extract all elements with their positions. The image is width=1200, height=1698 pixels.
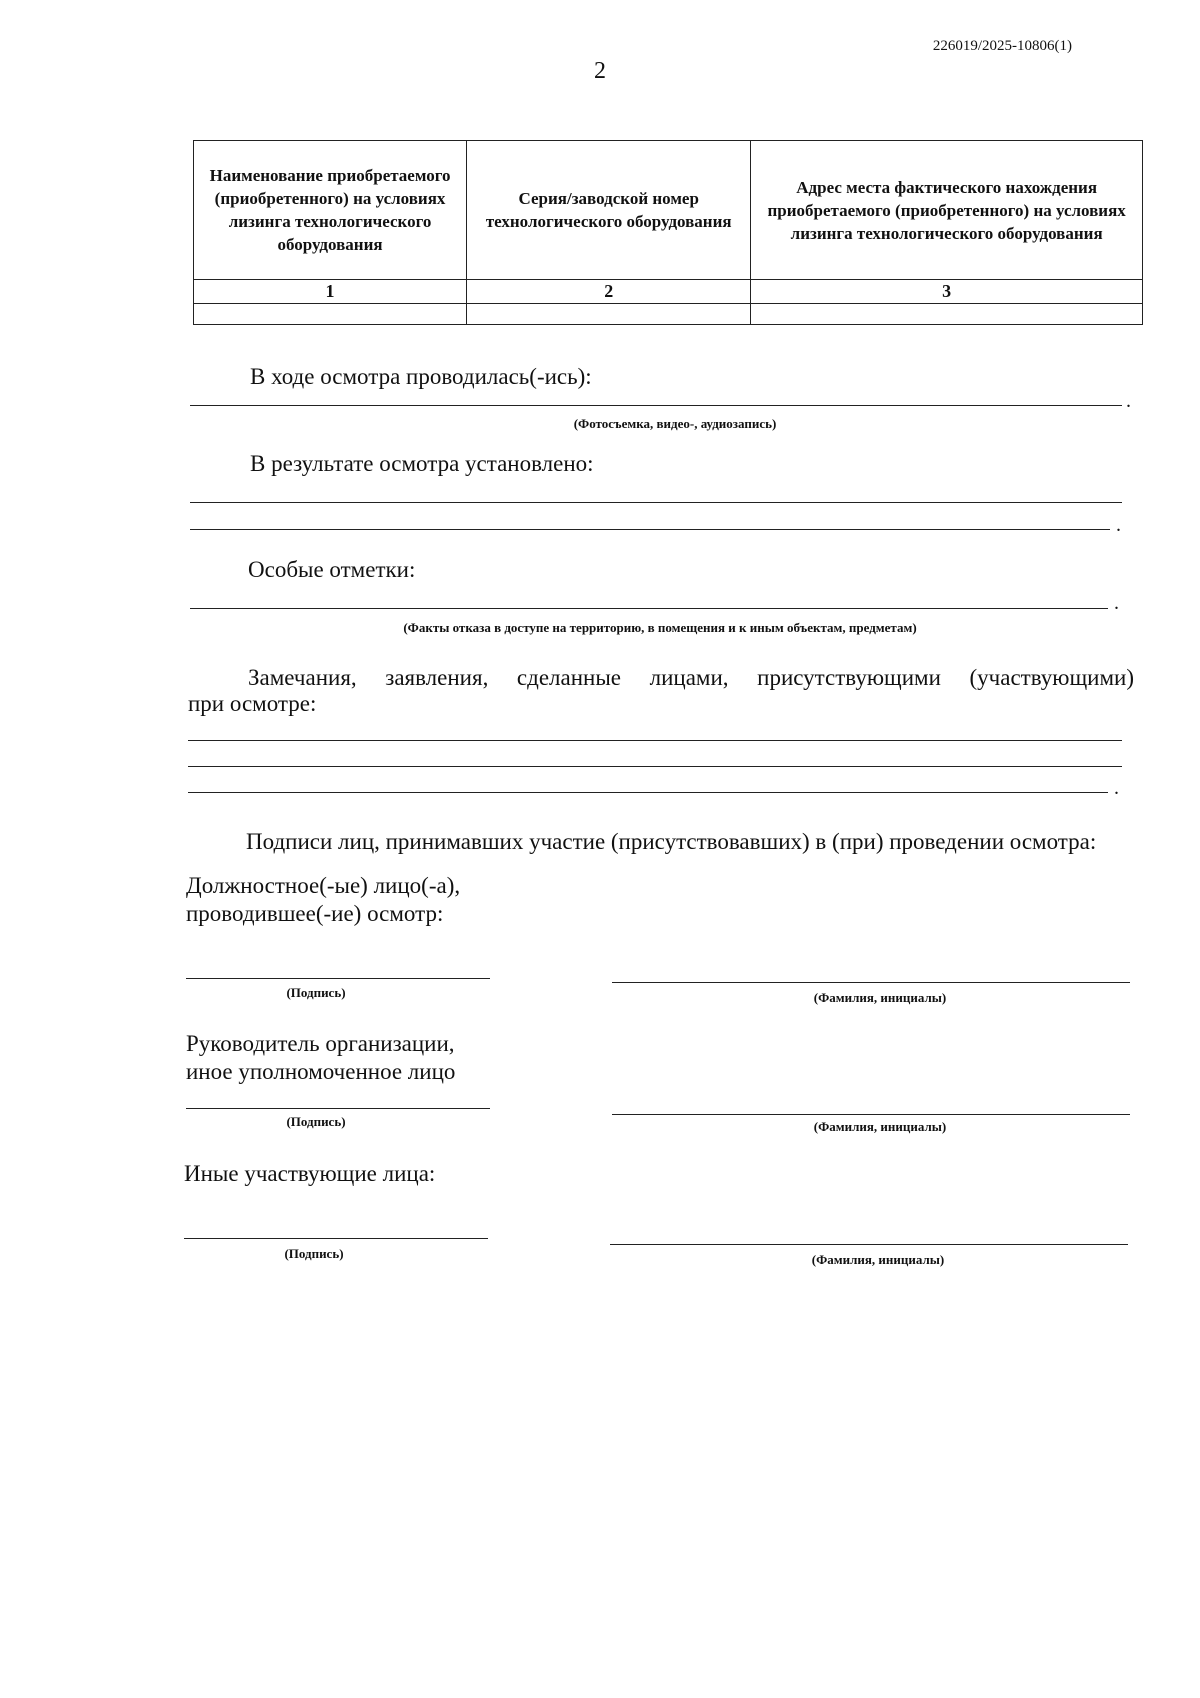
remarks-line-2[interactable] <box>188 766 1122 767</box>
official-name-caption: (Фамилия, инициалы) <box>813 990 947 1005</box>
other-signature-line[interactable] <box>184 1238 488 1239</box>
remarks-label-line2: при осмотре: <box>188 691 317 716</box>
head-signature-line[interactable] <box>186 1108 490 1109</box>
table-row <box>194 304 1143 325</box>
table-column-number: 2 <box>467 280 751 304</box>
table-header-row <box>194 141 1143 280</box>
special-notes-caption: (Факты отказа в доступе на территорию, в помещения и к иным объектам, предметам) <box>403 620 917 635</box>
official-name-line[interactable] <box>612 982 1130 983</box>
head-role-line1: Руководитель организации, <box>186 1031 455 1056</box>
other-name-line[interactable] <box>610 1244 1128 1245</box>
head-signature-caption: (Подпись) <box>286 1114 346 1129</box>
signatures-intro: Подписи лиц, принимавших участие (присутствовавших) в (при) проведении осмотра: <box>246 829 1097 854</box>
special-notes-label: Особые отметки: <box>248 557 416 582</box>
period-mark: . <box>1114 777 1119 799</box>
page-number: 2 <box>594 58 606 84</box>
inspection-conducted-caption: (Фотосъемка, видео-, аудиозапись) <box>573 416 777 431</box>
head-name-caption: (Фамилия, инициалы) <box>813 1119 947 1134</box>
result-line-1[interactable] <box>190 502 1122 503</box>
remarks-line-1[interactable] <box>188 740 1122 741</box>
remarks-line-3[interactable] <box>188 792 1108 793</box>
official-signature-caption: (Подпись) <box>286 985 346 1000</box>
table-cell[interactable] <box>751 304 1143 325</box>
inspection-conducted-line[interactable] <box>190 405 1122 406</box>
table-column-number: 1 <box>194 280 467 304</box>
table-header-address: Адрес места фактического нахождения приобретаемого (приобретенного) на условиях лизинга технологического оборудования <box>751 141 1143 280</box>
table-column-number: 3 <box>751 280 1143 304</box>
table-header-serial-number: Серия/заводской номер технологического оборудования <box>467 141 751 280</box>
other-participants-label: Иные участвующие лица: <box>184 1161 436 1186</box>
table-cell[interactable] <box>194 304 467 325</box>
head-role-line2: иное уполномоченное лицо <box>186 1059 456 1084</box>
result-line-2[interactable] <box>190 529 1110 530</box>
result-established-label: В результате осмотра установлено: <box>250 451 594 476</box>
table-cell[interactable] <box>467 304 751 325</box>
table-column-numbers-row <box>194 280 1143 304</box>
period-mark: . <box>1126 390 1131 412</box>
remarks-label-line1: Замечания, заявления, сделанные лицами, присутствующими (участвующими) <box>248 665 1134 690</box>
equipment-table <box>193 140 1143 325</box>
inspection-conducted-label: В ходе осмотра проводилась(-ись): <box>250 364 592 389</box>
official-role-line2: проводившее(-ие) осмотр: <box>186 901 444 926</box>
other-name-caption: (Фамилия, инициалы) <box>811 1252 945 1267</box>
official-role-line1: Должностное(-ые) лицо(-а), <box>186 873 461 898</box>
special-notes-line[interactable] <box>190 608 1108 609</box>
period-mark: . <box>1116 514 1121 536</box>
other-signature-caption: (Подпись) <box>284 1246 344 1261</box>
document-number: 226019/2025-10806(1) <box>932 38 1072 54</box>
official-signature-line[interactable] <box>186 978 490 979</box>
table-header-equipment-name: Наименование приобретаемого (приобретенного) на условиях лизинга технологического оборудования <box>194 141 467 280</box>
period-mark: . <box>1114 592 1119 614</box>
head-name-line[interactable] <box>612 1114 1130 1115</box>
